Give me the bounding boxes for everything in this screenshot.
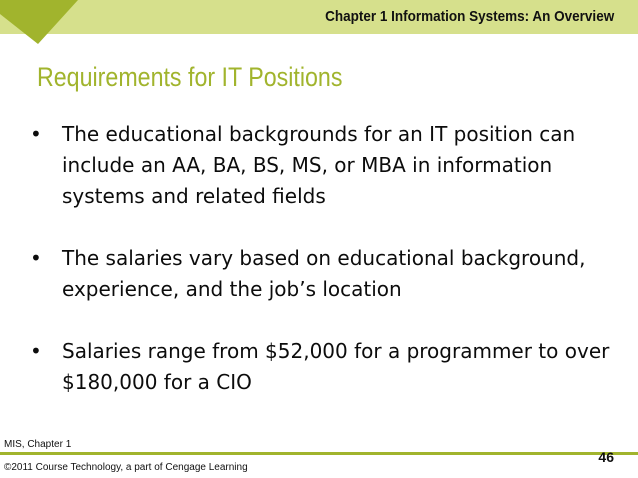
bullet-text: The educational backgrounds for an IT position can include an AA, BA, BS, MS, or MBA in information systems and related fields <box>62 122 576 208</box>
footer-divider <box>0 452 638 455</box>
chapter-header: Chapter 1 Information Systems: An Overview <box>324 8 614 25</box>
header-chevron-decoration <box>0 0 78 52</box>
bullet-text: The salaries vary based on educational background, experience, and the job’s location <box>62 246 586 301</box>
bullet-item <box>30 243 620 305</box>
bullet-item <box>30 336 620 398</box>
bullet-dot: • <box>30 246 42 270</box>
slide-title: Requirements for IT Positions <box>37 62 343 92</box>
footer-course-label: MIS, Chapter 1 <box>4 439 72 450</box>
bullet-dot: • <box>30 122 42 146</box>
bullet-text: Salaries range from $52,000 for a programmer to over $180,000 for a CIO <box>62 339 610 394</box>
footer-copyright: ©2011 Course Technology, a part of Cengage Learning <box>4 462 248 473</box>
bullet-list <box>30 119 620 429</box>
bullet-dot: • <box>30 339 42 363</box>
bullet-item <box>30 119 620 212</box>
page-number: 46 <box>598 449 614 465</box>
